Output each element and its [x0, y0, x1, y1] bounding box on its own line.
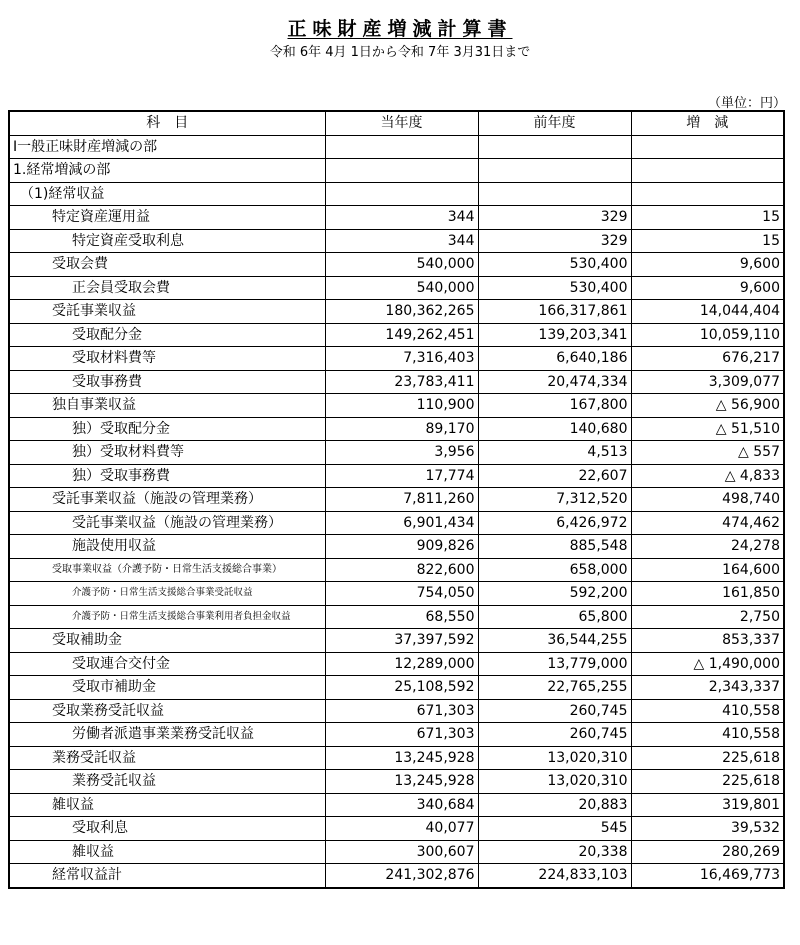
change-cell: △ 4,833: [631, 464, 784, 488]
current-year-cell: 180,362,265: [325, 300, 478, 324]
current-year-cell: 149,262,451: [325, 323, 478, 347]
account-cell: Ⅰ一般正味財産増減の部: [9, 135, 325, 159]
account-cell: 独）受取配分金: [9, 417, 325, 441]
account-cell: 経常収益計: [9, 864, 325, 888]
change-cell: [631, 159, 784, 183]
account-cell: 受取業務受託収益: [9, 699, 325, 723]
statement-table: [8, 110, 785, 889]
table-row: [9, 676, 784, 700]
change-cell: 16,469,773: [631, 864, 784, 888]
table-row: [9, 253, 784, 277]
table-row: [9, 276, 784, 300]
account-cell: 雑収益: [9, 840, 325, 864]
current-year-cell: 344: [325, 229, 478, 253]
change-cell: △ 1,490,000: [631, 652, 784, 676]
previous-year-cell: 224,833,103: [478, 864, 631, 888]
previous-year-cell: 140,680: [478, 417, 631, 441]
change-cell: 2,750: [631, 605, 784, 629]
account-cell: 受取配分金: [9, 323, 325, 347]
table-row: [9, 464, 784, 488]
table-row: [9, 511, 784, 535]
account-cell: 独）受取材料費等: [9, 441, 325, 465]
change-cell: 14,044,404: [631, 300, 784, 324]
header-row: [9, 111, 784, 135]
account-cell: 受託事業収益: [9, 300, 325, 324]
previous-year-cell: 4,513: [478, 441, 631, 465]
current-year-cell: 909,826: [325, 535, 478, 559]
table-row: [9, 182, 784, 206]
previous-year-cell: 530,400: [478, 276, 631, 300]
change-cell: 164,600: [631, 558, 784, 582]
account-cell: 特定資産受取利息: [9, 229, 325, 253]
account-cell: 受取事務費: [9, 370, 325, 394]
change-cell: △ 51,510: [631, 417, 784, 441]
account-cell: 受託事業収益（施設の管理業務）: [9, 488, 325, 512]
table-row: [9, 793, 784, 817]
table-row: [9, 864, 784, 888]
change-cell: △ 56,900: [631, 394, 784, 418]
previous-year-cell: 545: [478, 817, 631, 841]
change-cell: 319,801: [631, 793, 784, 817]
change-cell: 9,600: [631, 253, 784, 277]
table-row: [9, 629, 784, 653]
change-cell: 676,217: [631, 347, 784, 371]
account-cell: 特定資産運用益: [9, 206, 325, 230]
account-cell: 受取材料費等: [9, 347, 325, 371]
change-cell: 3,309,077: [631, 370, 784, 394]
previous-year-cell: 6,426,972: [478, 511, 631, 535]
current-year-cell: 754,050: [325, 582, 478, 606]
table-row: [9, 840, 784, 864]
previous-year-cell: 167,800: [478, 394, 631, 418]
change-cell: 225,618: [631, 746, 784, 770]
current-year-cell: 7,811,260: [325, 488, 478, 512]
current-year-cell: [325, 182, 478, 206]
change-cell: 2,343,337: [631, 676, 784, 700]
current-year-cell: 340,684: [325, 793, 478, 817]
table-row: [9, 206, 784, 230]
change-cell: 474,462: [631, 511, 784, 535]
change-cell: 853,337: [631, 629, 784, 653]
header-previous-year: 前年度: [478, 111, 631, 135]
current-year-cell: 540,000: [325, 253, 478, 277]
previous-year-cell: 329: [478, 229, 631, 253]
change-cell: 161,850: [631, 582, 784, 606]
previous-year-cell: 22,765,255: [478, 676, 631, 700]
account-cell: 業務受託収益: [9, 770, 325, 794]
previous-year-cell: 22,607: [478, 464, 631, 488]
table-row: [9, 582, 784, 606]
table-row: [9, 605, 784, 629]
account-cell: 受取連合交付金: [9, 652, 325, 676]
table-row: [9, 558, 784, 582]
current-year-cell: 241,302,876: [325, 864, 478, 888]
current-year-cell: 23,783,411: [325, 370, 478, 394]
change-cell: [631, 182, 784, 206]
account-cell: （1)経常収益: [9, 182, 325, 206]
table-row: [9, 229, 784, 253]
table-row: [9, 723, 784, 747]
unit-label: （単位：円）: [707, 96, 786, 111]
current-year-cell: 37,397,592: [325, 629, 478, 653]
period-text: 令和 6年 4月 1日から令和 7年 3月31日まで: [269, 45, 531, 60]
previous-year-cell: 260,745: [478, 699, 631, 723]
previous-year-cell: 166,317,861: [478, 300, 631, 324]
current-year-cell: [325, 159, 478, 183]
account-cell: 受取事業収益（介護予防・日常生活支援総合事業）: [9, 558, 325, 582]
table-row: [9, 746, 784, 770]
current-year-cell: 344: [325, 206, 478, 230]
account-cell: 労働者派遣事業業務受託収益: [9, 723, 325, 747]
account-cell: 1.経常増減の部: [9, 159, 325, 183]
current-year-cell: 89,170: [325, 417, 478, 441]
table-row: [9, 699, 784, 723]
current-year-cell: 822,600: [325, 558, 478, 582]
current-year-cell: 110,900: [325, 394, 478, 418]
previous-year-cell: 13,020,310: [478, 746, 631, 770]
table-row: [9, 770, 784, 794]
change-cell: 410,558: [631, 699, 784, 723]
previous-year-cell: 260,745: [478, 723, 631, 747]
header-account: 科 目: [9, 111, 325, 135]
previous-year-cell: 658,000: [478, 558, 631, 582]
change-cell: 225,618: [631, 770, 784, 794]
current-year-cell: 3,956: [325, 441, 478, 465]
change-cell: 39,532: [631, 817, 784, 841]
document-title-text: 正味財産増減計算書: [287, 18, 513, 40]
previous-year-cell: 36,544,255: [478, 629, 631, 653]
account-cell: 介護予防・日常生活支援総合事業受託収益: [9, 582, 325, 606]
previous-year-cell: 13,020,310: [478, 770, 631, 794]
current-year-cell: 300,607: [325, 840, 478, 864]
account-cell: 独自事業収益: [9, 394, 325, 418]
table-row: [9, 347, 784, 371]
account-cell: 受取会費: [9, 253, 325, 277]
previous-year-cell: 13,779,000: [478, 652, 631, 676]
account-cell: 受取市補助金: [9, 676, 325, 700]
previous-year-cell: 65,800: [478, 605, 631, 629]
table-row: [9, 652, 784, 676]
account-cell: 雑収益: [9, 793, 325, 817]
table-row: [9, 323, 784, 347]
previous-year-cell: [478, 159, 631, 183]
table-row: [9, 394, 784, 418]
document-title: [0, 14, 800, 41]
previous-year-cell: 530,400: [478, 253, 631, 277]
previous-year-cell: 6,640,186: [478, 347, 631, 371]
change-cell: 280,269: [631, 840, 784, 864]
change-cell: △ 557: [631, 441, 784, 465]
current-year-cell: 12,289,000: [325, 652, 478, 676]
table-row: [9, 441, 784, 465]
previous-year-cell: 20,883: [478, 793, 631, 817]
account-cell: 介護予防・日常生活支援総合事業利用者負担金収益: [9, 605, 325, 629]
current-year-cell: 17,774: [325, 464, 478, 488]
change-cell: [631, 135, 784, 159]
table-row: [9, 159, 784, 183]
change-cell: 410,558: [631, 723, 784, 747]
previous-year-cell: 139,203,341: [478, 323, 631, 347]
current-year-cell: [325, 135, 478, 159]
account-cell: 受取利息: [9, 817, 325, 841]
current-year-cell: 40,077: [325, 817, 478, 841]
table-row: [9, 817, 784, 841]
previous-year-cell: [478, 135, 631, 159]
table-row: [9, 417, 784, 441]
table-row: [9, 370, 784, 394]
change-cell: 15: [631, 229, 784, 253]
account-cell: 受託事業収益（施設の管理業務）: [9, 511, 325, 535]
account-cell: 施設使用収益: [9, 535, 325, 559]
account-cell: 独）受取事務費: [9, 464, 325, 488]
previous-year-cell: 592,200: [478, 582, 631, 606]
previous-year-cell: 20,474,334: [478, 370, 631, 394]
account-cell: 受取補助金: [9, 629, 325, 653]
previous-year-cell: [478, 182, 631, 206]
account-cell: 正会員受取会費: [9, 276, 325, 300]
current-year-cell: 671,303: [325, 723, 478, 747]
table-row: [9, 488, 784, 512]
current-year-cell: 13,245,928: [325, 746, 478, 770]
previous-year-cell: 329: [478, 206, 631, 230]
previous-year-cell: 885,548: [478, 535, 631, 559]
change-cell: 24,278: [631, 535, 784, 559]
current-year-cell: 6,901,434: [325, 511, 478, 535]
change-cell: 15: [631, 206, 784, 230]
current-year-cell: 7,316,403: [325, 347, 478, 371]
current-year-cell: 540,000: [325, 276, 478, 300]
change-cell: 10,059,110: [631, 323, 784, 347]
current-year-cell: 25,108,592: [325, 676, 478, 700]
current-year-cell: 68,550: [325, 605, 478, 629]
table-row: [9, 300, 784, 324]
current-year-cell: 13,245,928: [325, 770, 478, 794]
table-row: [9, 135, 784, 159]
change-cell: 9,600: [631, 276, 784, 300]
change-cell: 498,740: [631, 488, 784, 512]
previous-year-cell: 20,338: [478, 840, 631, 864]
current-year-cell: 671,303: [325, 699, 478, 723]
previous-year-cell: 7,312,520: [478, 488, 631, 512]
header-current-year: 当年度: [325, 111, 478, 135]
header-change: 増 減: [631, 111, 784, 135]
account-cell: 業務受託収益: [9, 746, 325, 770]
table-row: [9, 535, 784, 559]
